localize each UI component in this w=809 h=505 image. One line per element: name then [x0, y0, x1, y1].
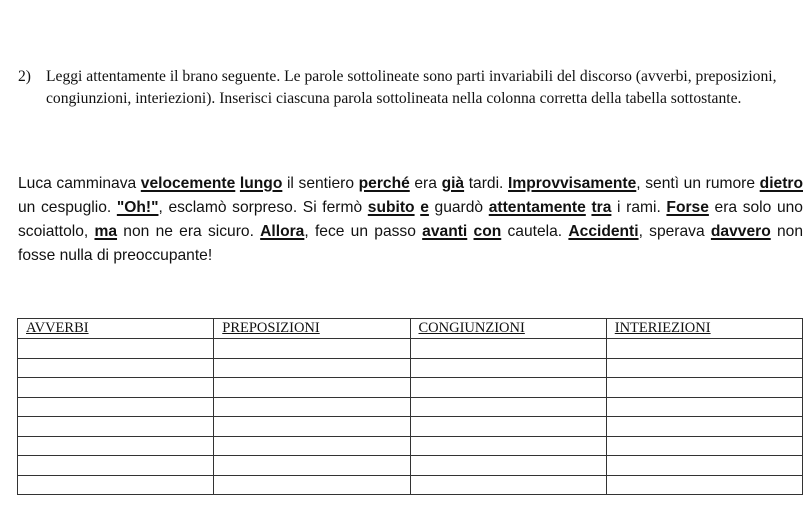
underlined-word: Forse: [666, 199, 709, 216]
answer-table: [17, 318, 803, 495]
answer-cell[interactable]: [18, 358, 214, 378]
answer-cell[interactable]: [606, 475, 802, 495]
table-row: [18, 417, 803, 437]
underlined-word: Accidenti: [568, 223, 639, 240]
passage-text: i rami.: [611, 199, 667, 216]
underlined-word: davvero: [710, 223, 771, 240]
passage-text: tardi.: [464, 175, 509, 192]
answer-cell[interactable]: [214, 358, 410, 378]
underlined-word: perché: [358, 175, 410, 192]
answer-cell[interactable]: [606, 456, 802, 476]
header-avverbi: AVVERBI: [18, 319, 214, 339]
answer-cell[interactable]: [214, 456, 410, 476]
table-row: [18, 358, 803, 378]
answer-cell[interactable]: [18, 417, 214, 437]
passage-text: guardò: [428, 199, 489, 216]
answer-cell[interactable]: [606, 378, 802, 398]
answer-cell[interactable]: [606, 358, 802, 378]
header-congiunzioni: CONGIUNZIONI: [410, 319, 606, 339]
answer-cell[interactable]: [18, 475, 214, 495]
passage-text: Luca camminava: [18, 175, 141, 192]
passage-text: era: [409, 175, 442, 192]
table-row: [18, 397, 803, 417]
answer-cell[interactable]: [18, 436, 214, 456]
answer-cell[interactable]: [410, 358, 606, 378]
answer-cell[interactable]: [214, 378, 410, 398]
answer-cell[interactable]: [606, 417, 802, 437]
underlined-word: e: [420, 199, 429, 216]
header-preposizioni: PREPOSIZIONI: [214, 319, 410, 339]
answer-cell[interactable]: [410, 378, 606, 398]
table-row: [18, 378, 803, 398]
answer-cell[interactable]: [410, 436, 606, 456]
underlined-word: attentamente: [488, 199, 586, 216]
passage-text: non fosse nulla di preoccupante!: [18, 223, 803, 264]
passage-text: cautela.: [501, 223, 569, 240]
exercise-number: 2): [18, 68, 31, 85]
answer-cell[interactable]: [410, 456, 606, 476]
table-row: [18, 436, 803, 456]
passage-text: , esclamò sorpreso. Si fermò: [158, 199, 368, 216]
header-interiezioni: INTERIEZIONI: [606, 319, 802, 339]
table-header-row: [18, 319, 803, 339]
exercise-instructions: [18, 66, 793, 110]
underlined-word: già: [441, 175, 465, 192]
answer-cell[interactable]: [410, 475, 606, 495]
answer-cell[interactable]: [18, 456, 214, 476]
answer-cell[interactable]: [606, 436, 802, 456]
reading-passage: [18, 172, 803, 268]
passage-text: era solo uno scoiattolo,: [18, 199, 803, 240]
answer-cell[interactable]: [214, 417, 410, 437]
table-row: [18, 339, 803, 359]
answer-cell[interactable]: [410, 417, 606, 437]
passage-text: , fece un passo: [304, 223, 423, 240]
underlined-word: lungo: [239, 175, 283, 192]
passage-text: il sentiero: [282, 175, 359, 192]
underlined-word: subito: [367, 199, 415, 216]
answer-cell[interactable]: [214, 475, 410, 495]
underlined-word: con: [473, 223, 502, 240]
underlined-word: avanti: [422, 223, 468, 240]
passage-text: un cespuglio.: [18, 199, 117, 216]
instructions-text: Leggi attentamente il brano seguente. Le parole sottolineate sono parti invariabili del discorso (avverbi, preposizioni, congiunzioni, interiezioni). Inserisci ciascuna parola sottolineata nella colonna corretta della tabella sottostante.: [46, 68, 777, 107]
table-row: [18, 475, 803, 495]
answer-cell[interactable]: [410, 397, 606, 417]
answer-cell[interactable]: [214, 397, 410, 417]
underlined-word: "Oh!": [116, 199, 159, 216]
answer-cell[interactable]: [214, 339, 410, 359]
answer-cell[interactable]: [18, 397, 214, 417]
passage-text: , sperava: [638, 223, 711, 240]
underlined-word: tra: [591, 199, 612, 216]
table-row: [18, 456, 803, 476]
answer-cell[interactable]: [606, 397, 802, 417]
underlined-word: Allora: [260, 223, 305, 240]
answer-cell[interactable]: [18, 378, 214, 398]
underlined-word: ma: [94, 223, 118, 240]
underlined-word: dietro: [759, 175, 803, 192]
answer-cell[interactable]: [214, 436, 410, 456]
answer-cell[interactable]: [18, 339, 214, 359]
passage-text: non ne era sicuro.: [117, 223, 261, 240]
passage-text: , sentì un rumore: [636, 175, 760, 192]
underlined-word: Improvvisamente: [508, 175, 637, 192]
answer-cell[interactable]: [606, 339, 802, 359]
underlined-word: velocemente: [140, 175, 236, 192]
answer-cell[interactable]: [410, 339, 606, 359]
